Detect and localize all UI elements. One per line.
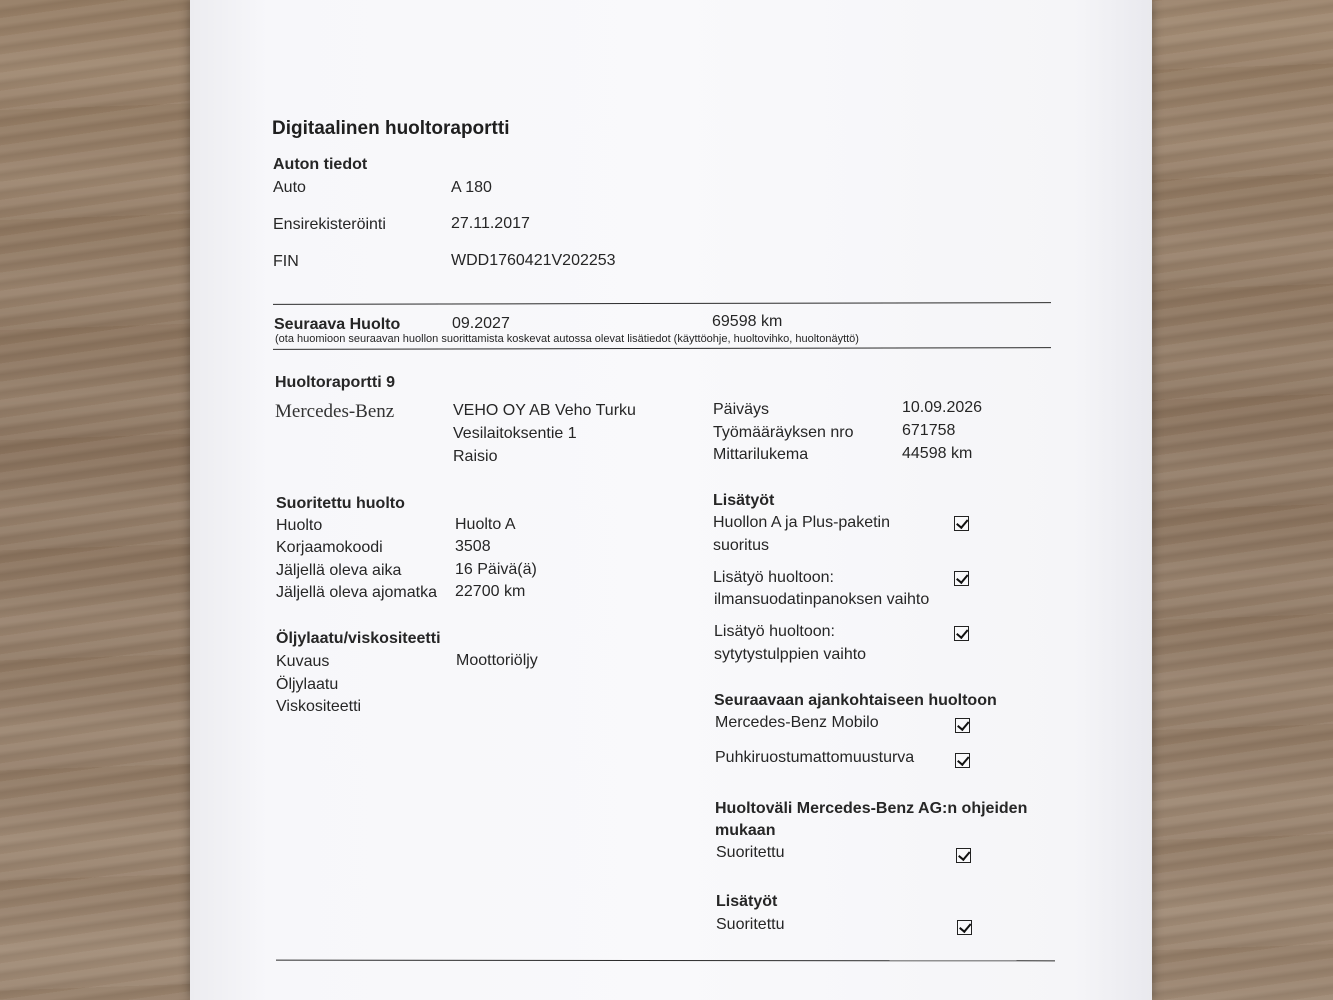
extra-work-2-line1: Lisätyö huoltoon: (713, 569, 834, 586)
next-periodic-heading: Seuraavaan ajankohtaiseen huoltoon (714, 692, 997, 709)
rust-warranty-label: Puhkiruostumattomuusturva (715, 749, 915, 766)
odometer-value: 44598 km (902, 445, 973, 462)
workshop-code-label: Korjaamokoodi (276, 539, 383, 556)
performed-service-value: Huolto A (455, 516, 516, 533)
remaining-distance-value: 22700 km (455, 583, 526, 600)
oil-description-label: Kuvaus (276, 653, 330, 670)
report-heading: Huoltoraportti 9 (275, 374, 395, 391)
oil-quality-label: Öljylaatu (276, 676, 339, 693)
interval-heading-line2: mukaan (715, 822, 776, 839)
next-service-km: 69598 km (712, 313, 783, 330)
car-model-label: Auto (273, 179, 306, 196)
work-order-value: 671758 (902, 422, 956, 439)
next-service-date: 09.2027 (452, 315, 510, 332)
brand-logo-text: Mercedes-Benz (275, 401, 395, 422)
date-label: Päiväys (713, 401, 770, 418)
next-service-label: Seuraava Huolto (274, 316, 401, 333)
workshop-street: Vesilaitoksentie 1 (453, 425, 577, 442)
workshop-code-value: 3508 (455, 538, 491, 555)
workshop-name: VEHO OY AB Veho Turku (453, 402, 636, 419)
performed-heading: Suoritettu huolto (276, 495, 405, 512)
car-info-heading: Auton tiedot (273, 156, 368, 173)
interval-checkbox (956, 848, 971, 863)
extra-work2-label: Suoritettu (716, 916, 785, 933)
date-value: 10.09.2026 (902, 399, 983, 416)
extra-work-1-checkbox (954, 516, 969, 531)
document-title: Digitaalinen huoltoraportti (272, 118, 510, 139)
first-registration-label: Ensirekisteröinti (273, 216, 386, 233)
extra-work-heading: Lisätyöt (713, 492, 775, 509)
first-registration-value: 27.11.2017 (451, 215, 530, 232)
next-service-note: (ota huomioon seuraavan huollon suorittamista koskevat autossa olevat lisätiedot (käyttöohje, huoltovihko, huoltonäyttö) (275, 333, 859, 345)
odometer-label: Mittarilukema (713, 446, 809, 463)
interval-heading-line1: Huoltoväli Mercedes-Benz AG:n ohjeiden (715, 800, 1028, 817)
mobilo-checkbox (955, 718, 970, 733)
work-order-label: Työmääräyksen nro (713, 424, 854, 441)
extra-work-1-line1: Huollon A ja Plus-paketin (713, 514, 890, 531)
oil-viscosity-label: Viskositeetti (276, 698, 362, 715)
extra-work2-heading: Lisätyöt (716, 893, 778, 910)
performed-service-label: Huolto (276, 517, 323, 534)
rust-warranty-checkbox (955, 753, 970, 768)
fin-value: WDD1760421V202253 (451, 252, 616, 269)
extra-work-2-line2: ilmansuodatinpanoksen vaihto (714, 591, 930, 608)
extra-work-3-line2: sytytystulppien vaihto (714, 646, 867, 663)
extra-work-3-line1: Lisätyö huoltoon: (714, 623, 835, 640)
oil-description-value: Moottoriöljy (456, 652, 538, 669)
remaining-time-value: 16 Päivä(ä) (455, 561, 537, 578)
remaining-distance-label: Jäljellä oleva ajomatka (276, 584, 437, 601)
extra-work-2-checkbox (954, 571, 969, 586)
fin-label: FIN (273, 253, 299, 270)
interval-label: Suoritettu (716, 844, 785, 861)
extra-work2-checkbox (957, 920, 972, 935)
workshop-city: Raisio (453, 448, 498, 465)
oil-heading: Öljylaatu/viskositeetti (276, 630, 441, 647)
extra-work-3-checkbox (954, 626, 969, 641)
car-model-value: A 180 (451, 179, 492, 196)
remaining-time-label: Jäljellä oleva aika (276, 562, 402, 579)
mobilo-label: Mercedes-Benz Mobilo (715, 714, 879, 731)
extra-work-1-line2: suoritus (713, 537, 770, 554)
